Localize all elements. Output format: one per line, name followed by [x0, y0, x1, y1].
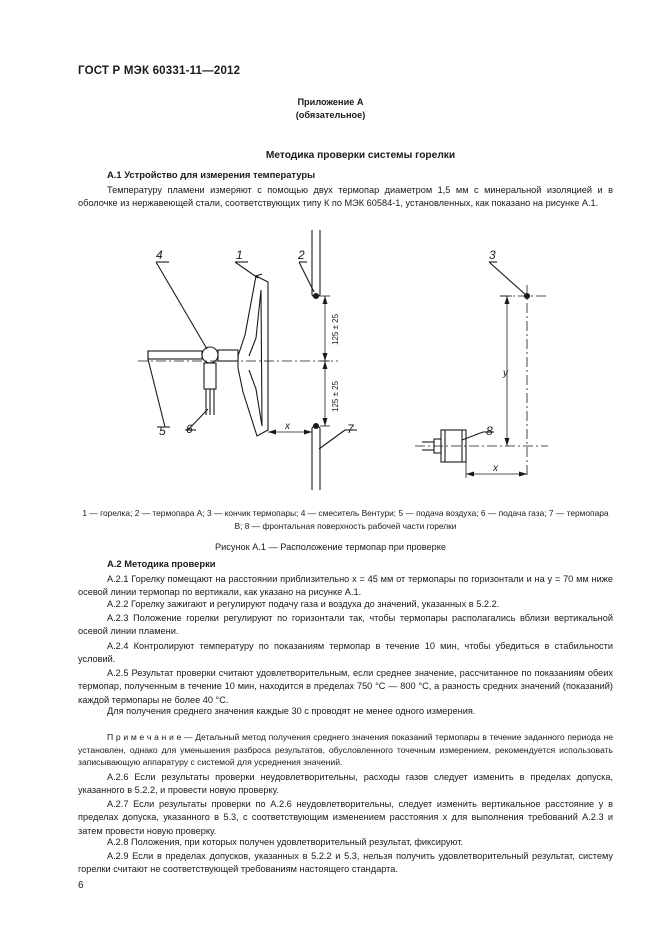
- a1-heading: А.1 Устройство для измерения температуры: [107, 169, 316, 180]
- a2-8: А.2.8 Положения, при которых получен удовлетворительный результат, фиксируют.: [107, 837, 463, 847]
- dim-upper: 125 ± 25: [331, 313, 340, 345]
- callout-7: 7: [347, 422, 354, 436]
- a1-text: Температуру пламени измеряют с помощью двух термопар диаметром 1,5 мм с минеральной изоляцией и в оболочке из нержавеющей стали, соответствующих типу К по МЭК 60584-1, установленных, как показано на рисунке А.1.: [78, 185, 613, 209]
- a2-1: А.2.1 Горелку помещают на расстоянии приблизительно x = 45 мм от термопары по горизонтали и на y = 70 мм ниже осевой линии термопар по вертикали, как указано на рисунке А.1.: [78, 574, 613, 598]
- a2-7: А.2.7 Если результаты проверки по А.2.6 неудовлетворительны, следует изменить вертикальное расстояние y в пределах допуска, указанного в 5.3, с соответствующим изменением расстояния x для выполнения требований А.2.3 и затем провести новую проверку.: [78, 799, 613, 836]
- callout-8: 8: [486, 424, 493, 438]
- dim-x-left: x: [285, 421, 290, 432]
- document-header: ГОСТ Р МЭК 60331-11—2012: [78, 65, 241, 77]
- figure-caption: Рисунок А.1 — Расположение термопар при проверке: [215, 542, 446, 552]
- mixer-neck: [218, 350, 238, 361]
- dim-lower: 125 ± 25: [331, 380, 340, 412]
- note: П р и м е ч а н и е — Детальный метод получения среднего значения показаний термопары в течение заданного периода не установлен, однако для уменьшения разброса результатов, обусловленного точечным измерением, рекомендуется использовать записывающую аппаратуру с системой для усреднения значений.: [78, 732, 613, 767]
- figure-a1: [0, 220, 661, 500]
- callout-3: 3: [489, 248, 496, 262]
- callout-2: 2: [298, 248, 305, 262]
- dim-y: y: [503, 368, 508, 379]
- callout-6: 6: [186, 422, 193, 436]
- callout-4: 4: [156, 248, 163, 262]
- callout-5: 5: [159, 424, 166, 438]
- a2-6: А.2.6 Если результаты проверки неудовлетворительны, расходы газов следует изменить в пределах допуска, указанного в 5.2.2, и провести новую проверку.: [78, 772, 613, 796]
- a2-9: А.2.9 Если в пределах допусков, указанных в 5.2.2 и 5.3, нельзя получить удовлетворительный результат, систему горелки считают не соответствующей требованиям настоящего стандарта.: [78, 851, 613, 875]
- gas-pipe: [204, 363, 216, 389]
- dim-x-right: x: [493, 463, 498, 474]
- section-title: Методика проверки системы горелки: [265, 150, 456, 161]
- a2-5-avg: Для получения среднего значения каждые 30 с проводят не менее одного измерения.: [107, 706, 476, 716]
- callout-1: 1: [236, 248, 243, 262]
- figure-legend: 1 — горелка; 2 — термопара А; 3 — кончик термопары; 4 — смеситель Вентури; 5 — подача воздуха; 6 — подача газа; 7 — термопара В; 8 — фронтальная поверхность рабочей части горелки: [82, 508, 609, 531]
- burner-outline: [238, 276, 268, 436]
- burner-inner: [249, 290, 262, 426]
- appendix-title: Приложение А: [297, 97, 364, 107]
- a2-2: А.2.2 Горелку зажигают и регулируют подачу газа и воздуха до значений, указанных в 5.2.2.: [107, 599, 500, 609]
- page-number: 6: [78, 880, 84, 891]
- air-pipe: [148, 351, 202, 359]
- a2-heading: А.2 Методика проверки: [107, 558, 216, 569]
- appendix-status: (обязательное): [295, 110, 366, 120]
- a2-5: А.2.5 Результат проверки считают удовлетворительным, если среднее значение, рассчитанное по показаниям обеих термопар, полученным в течение 10 мин, находится в пределах 750 °С — 800 °С, а разность средних значений (показаний) каждой термопары не более 40 °С.: [78, 668, 613, 705]
- a2-4: А.2.4 Контролируют температуру по показаниям термопар в течение 10 мин, чтобы убедиться в стабильности условий.: [78, 641, 613, 665]
- a2-3: А.2.3 Положение горелки регулируют по горизонтали так, чтобы термопары располагались вблизи вертикальной осевой линии пламени.: [78, 613, 613, 637]
